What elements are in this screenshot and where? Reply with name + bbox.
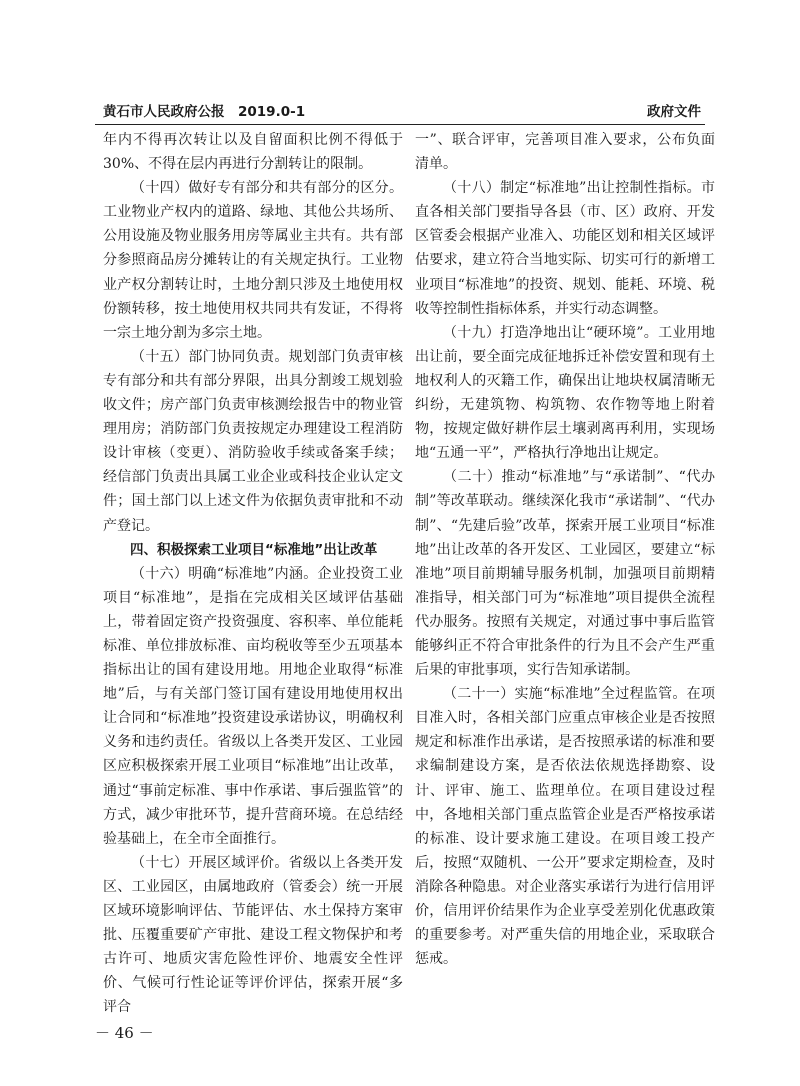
paragraph: （十六）明确“标准地”内涵。企业投资工业项目“标准地”，是指在完成相关区域评估基础上，带着固定资产投资强度、容积率、单位能耗标准、单位排放标准、亩均税收等至少五项基本指标出让的国有建设用地。用地企业取得“标准地”后，与有关部门签订国有建设用地使用权出让合同和“标准地”投资建设承诺协议，明确权利义务和违约责任。省级以上各类开发区、工业园区应积极探索开展工业项目“标准地”出让改革，通过“事前定标准、事中作承诺、事后强监管”的方式，减少审批环节，提升营商环境。在总结经验基础上，在全市全面推行。 bbox=[103, 565, 403, 847]
section-heading: 四、积极探索工业项目“标准地”出让改革 bbox=[130, 541, 378, 558]
paragraph: （十八）制定“标准地”出让控制性指标。市直各相关部门要指导各县（市、区）政府、开发区管委会根据产业准入、功能区划和相关区域评估要求，建立符合当地实际、切实可行的新增工业项目“标准地”的投资、规划、能耗、环境、税收等控制性指标体系，并实行动态调整。 bbox=[415, 180, 715, 317]
paragraph: （十七）开展区域评价。省级以上各类开发区、工业园区，由属地政府（管委会）统一开展区域环境影响评估、节能评估、水土保持方案审批、压覆重要矿产审批、建设工程文物保护和考古许可、地质灾害危险性评价、地震安全性评价、气候可行性论证等评价评估，探索开展“多评合 bbox=[103, 854, 403, 1016]
paragraph: 年内不得再次转让以及自留面积比例不得低于30%、不得在层内再进行分割转让的限制。 bbox=[103, 132, 403, 173]
paragraph: （十九）打造净地出让“硬环境”。工业用地出让前，要全面完成征地拆迁补偿安置和现有土地权利人的灭籍工作，确保出让地块权属清晰无纠纷，无建筑物、构筑物、农作物等地上附着物，按规定做好耕作层土壤剥离再利用，实现场地“五通一平”，严格执行净地出让规定。 bbox=[415, 324, 715, 462]
page-number: － 46 － bbox=[95, 1024, 154, 1042]
page-header bbox=[95, 100, 705, 125]
left-column bbox=[103, 128, 403, 1019]
section-label: 政府文件 bbox=[647, 104, 701, 120]
paragraph: （十五）部门协同负责。规划部门负责审核专有部分和共有部分界限，出具分割竣工规划验收文件；房产部门负责审核测绘报告中的物业管理用房；消防部门负责按规定办理建设工程消防设计审核（变更）、消防验收手续或备案手续；经信部门负责出具属工业企业或科技企业认定文件；国土部门以上述文件为依据负责审批和不动产登记。 bbox=[103, 348, 403, 534]
paragraph: （十四）做好专有部分和共有部分的区分。工业物业产权内的道路、绿地、其他公共场所、公用设施及物业服务用房等属业主共有。共有部分参照商品房分摊转让的有关规定执行。工业物业产权分割转让时，土地分割只涉及土地使用权份额转移，按土地使用权共同共有发证，不得将一宗土地分割为多宗土地。 bbox=[103, 180, 403, 341]
publication-title: 黄石市人民政府公报 2019.0-1 bbox=[103, 104, 306, 120]
paragraph: 一”、联合评审，完善项目准入要求，公布负面清单。 bbox=[415, 132, 715, 173]
paragraph: （二十一）实施“标准地”全过程监管。在项目准入时，各相关部门应重点审核企业是否按照规定和标准作出承诺，是否按照承诺的标准和要求编制建设方案，是否依法依规选择勘察、设计、评审、施工、监理单位。在项目建设过程中，各地相关部门重点监管企业是否严格按承诺的标准、设计要求施工建设。在项目竣工投产后，按照“双随机、一公开”要求定期检查，及时消除各种隐患。对企业落实承诺行为进行信用评价，信用评价结果作为企业享受差别化优惠政策的重要参考。对严重失信的用地企业，采取联合惩戒。 bbox=[415, 686, 715, 968]
right-column bbox=[415, 128, 715, 971]
paragraph: （二十）推动“标准地”与“承诺制”、“代办制”等改革联动。继续深化我市“承诺制”、“代办制”、“先建后验”改革，探索开展工业项目“标准地”出让改革的各开发区、工业园区，要建立“标准地”项目前期辅导服务机制，加强项目前期精准指导，相关部门可为“标准地”项目提供全流程代办服务。按照有关规定，对通过事中事后监管能够纠正不符合审批条件的行为且不会产生严重后果的审批事项，实行告知承诺制。 bbox=[415, 469, 715, 679]
